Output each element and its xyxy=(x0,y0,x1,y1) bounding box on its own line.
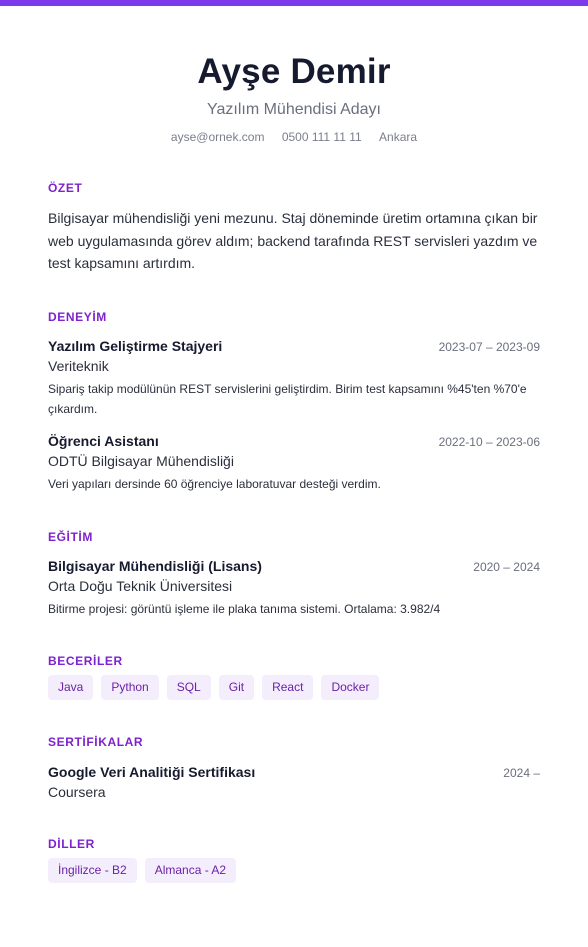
language-chip: Almanca - A2 xyxy=(145,858,236,883)
entry-date: 2022-10 – 2023-06 xyxy=(438,435,540,449)
entry-date: 2020 – 2024 xyxy=(473,560,540,574)
entry-title: Öğrenci Asistanı xyxy=(48,433,159,449)
entry-organization: Veriteknik xyxy=(48,358,109,374)
skill-chip: Docker xyxy=(321,675,379,700)
entry-description: Bitirme projesi: görüntü işleme ile plaka tanıma sistemi. Ortalama: 3.982/4 xyxy=(48,602,441,616)
skill-chip: Git xyxy=(219,675,254,700)
section-title-certificates: SERTİFİKALAR xyxy=(48,735,144,749)
entry-organization: Orta Doğu Teknik Üniversitesi xyxy=(48,578,233,594)
skills-list xyxy=(48,675,379,700)
section-title-experience: DENEYİM xyxy=(48,310,107,324)
summary-text: Bilgisayar mühendisliği yeni mezunu. Staj döneminde üretim ortamına çıkan bir web uygulamasında görev aldım; backend tarafında REST servisleri yazdım ve test kapsamını artırdım. xyxy=(48,210,538,271)
contact-line xyxy=(48,130,540,144)
languages-list xyxy=(48,858,236,883)
candidate-role: Yazılım Mühendisi Adayı xyxy=(206,101,381,118)
section-title-skills: BECERİLER xyxy=(48,654,123,668)
skill-chip: Java xyxy=(48,675,93,700)
contact-phone[interactable]: 0500 111 11 11 xyxy=(281,130,362,144)
entry-date: 2024 – xyxy=(503,766,540,780)
entry-title: Bilgisayar Mühendisliği (Lisans) xyxy=(48,558,262,574)
contact-email[interactable]: ayse@ornek.com xyxy=(170,130,265,144)
candidate-name: Ayşe Demir xyxy=(197,52,391,91)
skill-chip: SQL xyxy=(167,675,211,700)
entry-description: Veri yapıları dersinde 60 öğrenciye laboratuvar desteği verdim. xyxy=(48,477,381,491)
entry-organization: ODTÜ Bilgisayar Mühendisliği xyxy=(48,453,234,469)
language-chip: İngilizce - B2 xyxy=(48,858,137,883)
entry-title: Google Veri Analitiği Sertifikası xyxy=(48,764,256,780)
skill-chip: React xyxy=(262,675,313,700)
section-title-languages: DİLLER xyxy=(48,837,95,851)
entry-organization: Coursera xyxy=(48,784,106,800)
skill-chip: Python xyxy=(101,675,158,700)
contact-city: Ankara xyxy=(379,130,418,144)
section-title-education: EĞİTİM xyxy=(48,530,93,544)
section-title-summary: ÖZET xyxy=(48,181,83,195)
entry-title: Yazılım Geliştirme Stajyeri xyxy=(48,338,223,354)
entry-date: 2023-07 – 2023-09 xyxy=(438,340,540,354)
accent-top-bar xyxy=(0,0,588,6)
entry-description: Sipariş takip modülünün REST servislerini geliştirdim. Birim test kapsamını %45'ten %70'e çıkardım. xyxy=(48,382,527,416)
